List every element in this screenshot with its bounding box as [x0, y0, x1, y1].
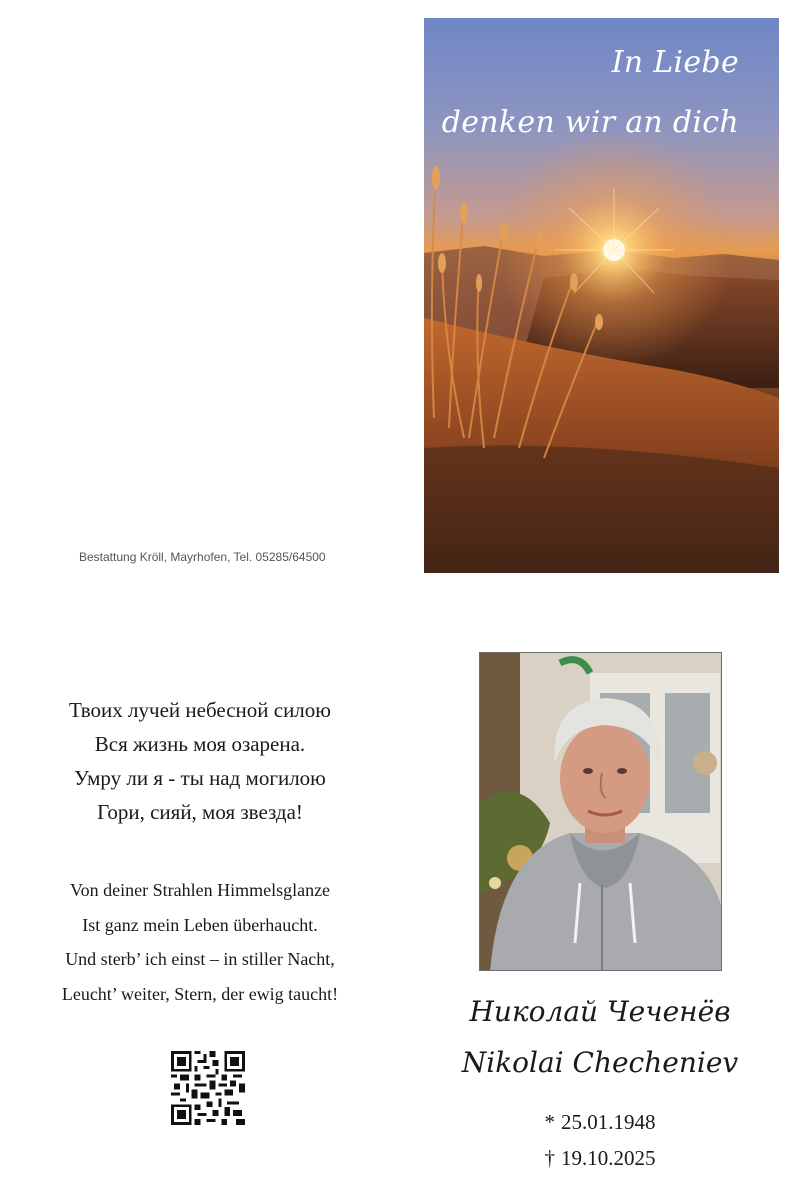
- death-date: [430, 1146, 770, 1171]
- poem-line: Und sterb’ ich einst – in stiller Nacht,: [65, 949, 335, 969]
- poem-line: Вся жизнь моя озарена.: [94, 732, 306, 756]
- sunset-landscape-image: [424, 18, 779, 573]
- qr-code-icon[interactable]: [171, 1051, 245, 1125]
- poem-german: [0, 873, 400, 1011]
- portrait-photo: [479, 652, 722, 971]
- poem-line: Умру ли я - ты над могилою: [74, 766, 326, 790]
- cross-icon: †: [544, 1146, 555, 1170]
- poem-line: Leucht’ weiter, Stern, der ewig taucht!: [61, 983, 339, 1004]
- birth-date: [430, 1110, 770, 1135]
- poem-line: Твоих лучей небесной силою: [69, 698, 331, 722]
- man-portrait-image: [480, 653, 722, 971]
- death-date-value: 19.10.2025: [561, 1146, 656, 1170]
- cover-photo: [424, 18, 779, 573]
- cover-title-line2: denken wir an dich: [441, 105, 739, 140]
- cover-title-line1: In Liebe: [611, 45, 739, 80]
- deceased-name-russian: Николай Чеченёв: [469, 995, 731, 1028]
- poem-russian: [0, 693, 400, 829]
- poem-line: Гори, сияй, моя звезда!: [97, 800, 303, 824]
- poem-line: Ist ganz mein Leben überhaucht.: [82, 914, 318, 935]
- funeral-home-imprint: Bestattung Kröll, Mayrhofen, Tel. 05285/64500: [79, 550, 326, 564]
- deceased-name-latin: Nikolai Checheniev: [461, 1046, 739, 1079]
- birth-date-value: 25.01.1948: [561, 1110, 656, 1134]
- birth-mark: *: [544, 1110, 555, 1134]
- poem-line: Von deiner Strahlen Himmelsglanze: [69, 880, 331, 900]
